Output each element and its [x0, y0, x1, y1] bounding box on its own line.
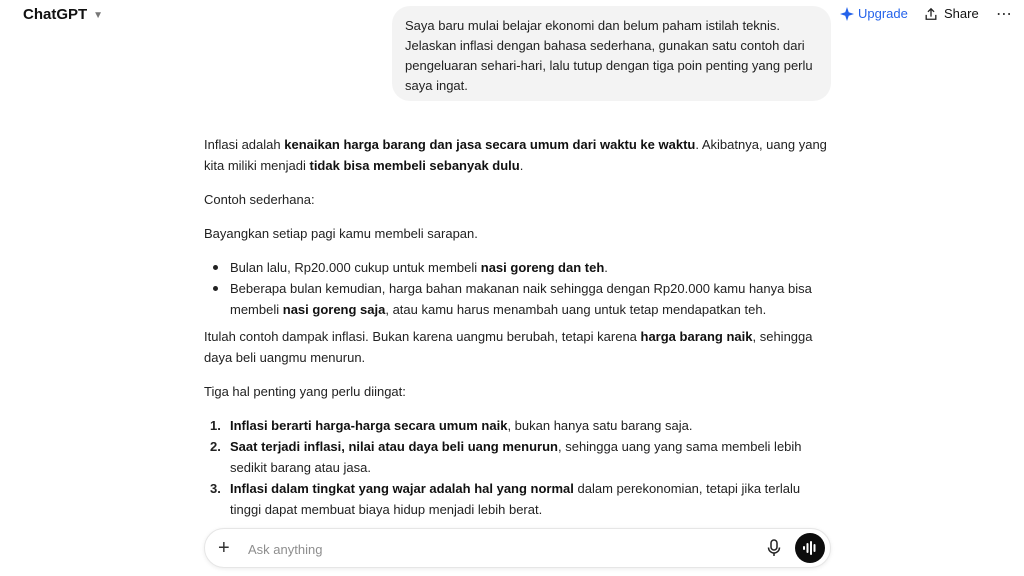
list-item: Beberapa bulan kemudian, harga bahan makanan naik sehingga dengan Rp20.000 kamu hanya bisa membeli nasi goreng saja, atau kamu harus menambah uang untuk tetap mendapatkan teh.	[204, 278, 834, 320]
message-composer	[204, 528, 831, 568]
sparkle-icon	[840, 7, 854, 21]
assistant-response	[204, 134, 834, 520]
upgrade-button[interactable]	[840, 6, 908, 21]
example-heading: Contoh sederhana:	[204, 192, 315, 207]
share-button[interactable]	[924, 6, 979, 21]
list-item: 1. Inflasi berarti harga-harga secara umum naik, bukan hanya satu barang saja.	[210, 418, 693, 433]
share-icon	[924, 7, 938, 21]
chevron-down-icon: ▼	[93, 9, 104, 21]
answer-paragraph: Itulah contoh dampak inflasi. Bukan karena uangmu berubah, tetapi karena harga barang naik, sehingga daya beli uangmu menurun.	[204, 329, 813, 365]
list-item: 2. Saat terjadi inflasi, nilai atau daya beli uang menurun, sehingga uang yang sama membeli lebih sedikit barang atau jasa.	[210, 439, 802, 475]
list-item: Bulan lalu, Rp20.000 cukup untuk membeli nasi goreng dan teh.	[204, 257, 834, 278]
answer-paragraph: Inflasi adalah kenaikan harga barang dan jasa secara umum dari waktu ke waktu. Akibatnya, uang yang kita miliki menjadi tidak bisa membeli sebanyak dulu.	[204, 137, 827, 173]
list-item: 3. Inflasi dalam tingkat yang wajar adalah hal yang normal dalam perekonomian, tetapi jika terlalu tinggi dapat membuat biaya hidup menjadi lebih berat.	[210, 481, 801, 517]
microphone-icon[interactable]	[766, 539, 782, 557]
key-points-list	[204, 415, 834, 520]
brand-title: ChatGPT	[23, 6, 88, 23]
upgrade-label: Upgrade	[858, 6, 908, 21]
more-options-icon[interactable]: ⋯	[996, 6, 1013, 23]
share-label: Share	[944, 6, 979, 21]
voice-mode-button[interactable]	[795, 533, 825, 563]
plus-icon[interactable]: +	[218, 537, 230, 559]
points-heading: Tiga hal penting yang perlu diingat:	[204, 384, 406, 399]
prompt-input[interactable]	[246, 538, 730, 560]
voice-mode-icon	[802, 540, 818, 556]
example-intro: Bayangkan setiap pagi kamu membeli sarapan.	[204, 226, 478, 241]
example-bullet-list	[204, 257, 834, 320]
model-selector[interactable]	[23, 6, 103, 23]
user-message: Saya baru mulai belajar ekonomi dan belum paham istilah teknis. Jelaskan inflasi dengan bahasa sederhana, gunakan satu contoh dari pengeluaran sehari-hari, lalu tutup dengan tiga poin penting yang perlu saya ingat.	[392, 6, 831, 101]
